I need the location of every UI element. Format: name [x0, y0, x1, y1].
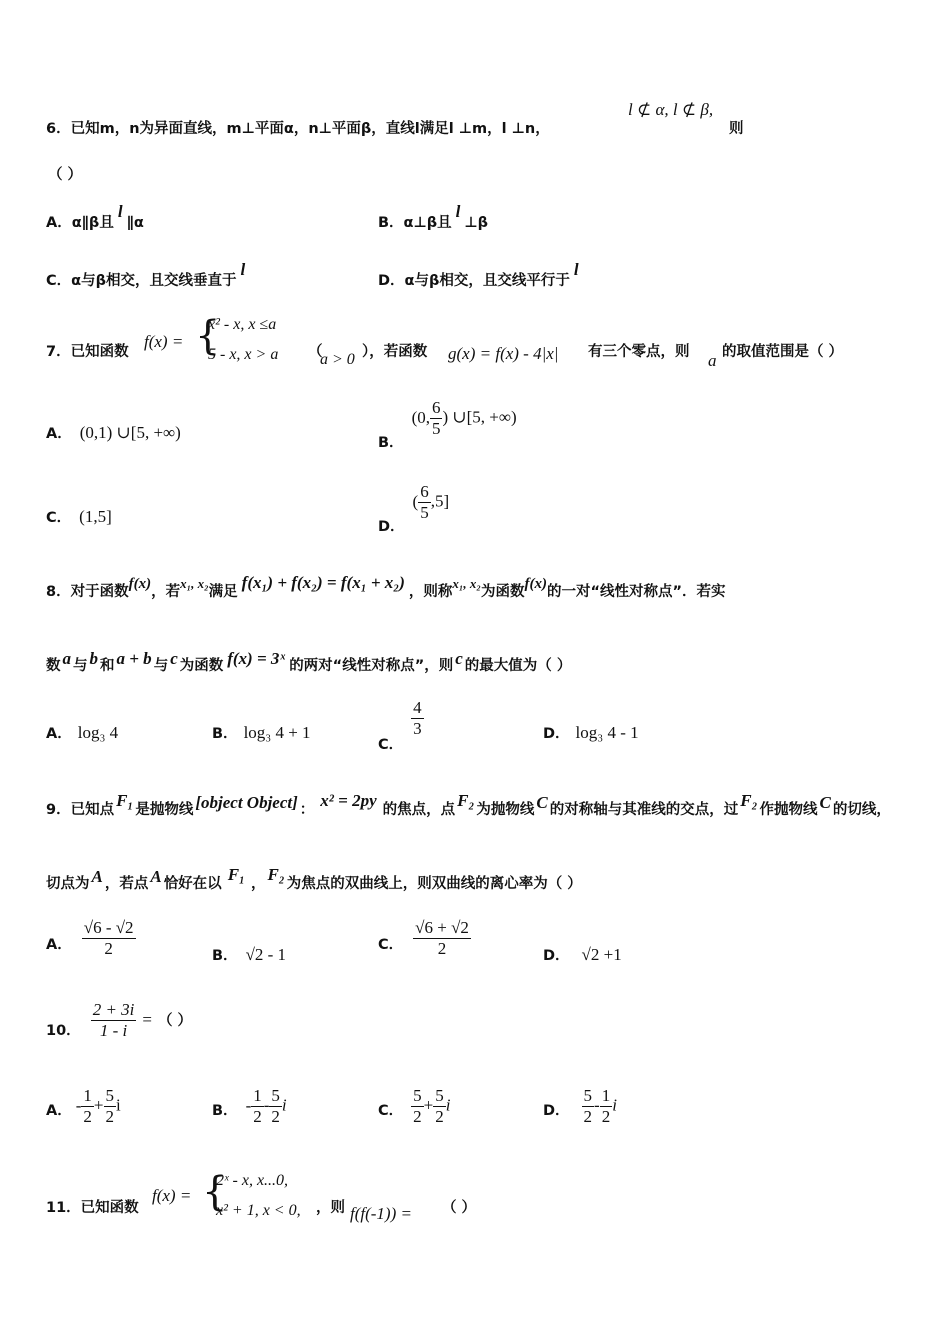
q9-l2b: ，若点 [104, 876, 149, 892]
q10-option-a-op: + [93, 1095, 104, 1115]
q8-option-d-label: D． [543, 726, 570, 742]
q8-p1: 8．对于函数 [46, 584, 129, 600]
q10-num: 2 + 3i [92, 1000, 135, 1019]
q6-option-c-l: l [240, 260, 246, 279]
q8-l2f: 的两对“线性对称点”，则 [289, 658, 454, 674]
q8-option-b[interactable] [212, 722, 311, 743]
q7-fx: f(x) = [144, 332, 184, 351]
q10-option-c-i: i [445, 1095, 451, 1115]
q7-option-d-frac [418, 482, 431, 522]
q7-stem: 7．已知函数 [46, 344, 129, 360]
q9-l2c: 恰好在以 [163, 876, 222, 892]
q10-option-c-label: C． [378, 1102, 404, 1119]
q6-option-b-label: B．α⊥β且 [378, 215, 452, 231]
q8-line-1 [46, 573, 726, 601]
q7-option-a-value: (0,1) ∪[5, +∞) [79, 423, 181, 442]
q9-option-c-frac [413, 918, 471, 958]
q8-a: a [62, 649, 71, 668]
q11-fx: f(x) = [152, 1186, 192, 1205]
q7-option-d-pre: ( [412, 491, 419, 511]
q9-l2a: 切点为 [46, 876, 90, 892]
q10-option-a-label: A． [46, 1102, 72, 1119]
q10-option-d-frac2 [600, 1086, 613, 1126]
q10-option-a[interactable] [46, 1086, 121, 1126]
q8-f-3x: f(x) = 3ˣ [227, 649, 286, 668]
q8-l2a: 数 [46, 658, 61, 674]
q11-mid: ，则 [316, 1200, 345, 1216]
q8-l2g: 的最大值为（ ） [464, 658, 572, 674]
q7-option-d-num: 6 [420, 482, 429, 501]
q10-option-b-d1: 2 [253, 1106, 262, 1126]
q8-x12: x₁, x₂ [180, 576, 209, 591]
q7-gx: g(x) = f(x) - 4|x| [448, 344, 559, 363]
q9-F2: F₂ [457, 791, 475, 810]
q8-fx: f(x) [128, 576, 152, 592]
q10-stem [46, 1000, 192, 1040]
q9-p2: 是抛物线 [135, 802, 194, 818]
q10-option-b-label: B． [212, 1102, 238, 1119]
q7-option-c-value: (1,5] [79, 507, 112, 526]
q9-option-c[interactable] [378, 918, 471, 958]
q6-option-c[interactable] [46, 260, 246, 290]
q6-option-a-rest: ∥α [126, 215, 144, 231]
q6-option-a[interactable] [46, 202, 144, 232]
q10-label: 10． [46, 1022, 81, 1039]
q9-option-b[interactable] [212, 944, 286, 965]
q6-option-b-rest: ⊥β [464, 215, 489, 231]
q10-option-b-n2: 5 [271, 1086, 280, 1105]
q8-option-a[interactable] [46, 722, 118, 743]
q10-option-d-d1: 2 [583, 1106, 593, 1126]
q8-option-c-den: 3 [413, 718, 422, 738]
q7-option-d-post: ,5] [430, 491, 450, 511]
q7-case-1: x² - x, x ≤a [208, 316, 277, 333]
q10-option-c[interactable] [378, 1086, 450, 1126]
q10-option-a-n1: 1 [83, 1086, 92, 1105]
q7-option-a-label: A． [46, 426, 72, 442]
q7-option-b-pre: (0, [411, 407, 430, 427]
q7-option-c-label: C． [46, 510, 72, 526]
q8-option-c[interactable] [378, 698, 424, 753]
q8-option-c-frac [411, 698, 424, 738]
q9-l2e: 为焦点的双曲线上，则双曲线的离心率为（ ） [286, 876, 582, 892]
q9-line-1 [46, 791, 891, 819]
q11-case-2: x² + 1, x < 0, [216, 1202, 301, 1219]
q8-option-c-label: C． [378, 736, 404, 753]
q9-option-a-label: A． [46, 936, 72, 953]
q8-l2e: 为函数 [179, 658, 224, 674]
q9-option-c-den: 2 [437, 938, 447, 958]
q9-F2b: F₂ [740, 791, 758, 810]
q9-F2c: F₂ [267, 865, 285, 884]
q10-option-b-frac2 [269, 1086, 282, 1126]
q10-option-c-d2: 2 [435, 1106, 444, 1126]
q10-option-d-frac1 [582, 1086, 595, 1126]
q10-option-a-i: i [116, 1095, 121, 1115]
q7-case-2: 5 - x, x > a [208, 346, 279, 363]
q9-equation: x² = 2py [320, 791, 377, 810]
q9-option-d[interactable] [543, 944, 622, 965]
q6-math-condition: l ⊄ α, l ⊄ β, [628, 100, 714, 119]
q8-p2: ，若 [151, 584, 181, 600]
q7-option-b[interactable] [378, 398, 517, 451]
q11-case-1: 2ˣ - x, x...0, [216, 1172, 289, 1189]
q11-answer-paren: （ ） [442, 1200, 477, 1216]
q9-option-a-num: √6 - √2 [83, 918, 134, 937]
q7-option-b-frac [430, 398, 443, 438]
q10-option-d-label: D． [543, 1102, 570, 1119]
q8-l2b: 与 [73, 658, 88, 674]
q8-c: c [170, 649, 178, 668]
q6-option-d-label: D．α与β相交，且交线平行于 [378, 273, 570, 289]
q10-option-a-sign: - [75, 1095, 82, 1115]
q7-end: 的取值范围是（ ） [722, 344, 844, 360]
q8-p4: ，则称 [408, 584, 453, 600]
q7-option-d-den: 5 [420, 502, 429, 522]
q7-option-d[interactable] [378, 482, 450, 535]
q10-option-a-frac1 [81, 1086, 94, 1126]
q10-option-c-frac1 [411, 1086, 424, 1126]
q10-option-a-frac2 [104, 1086, 117, 1126]
q10-option-d-op: - [594, 1095, 600, 1115]
q7-option-b-num: 6 [431, 398, 441, 417]
q10-option-b-op: - [263, 1095, 270, 1115]
q8-option-b-value: log₃ 4 + 1 [243, 723, 311, 742]
q9-option-a-frac [82, 918, 136, 958]
q9-C3: C [819, 793, 831, 812]
q8-option-d-value: log₃ 4 - 1 [575, 723, 639, 742]
q7-option-b-den: 5 [431, 418, 441, 438]
q6-option-a-l: l [117, 202, 123, 221]
q9-option-a-den: 2 [104, 938, 113, 958]
q10-option-b-i: i [281, 1095, 287, 1115]
q9-l2d: ， [250, 876, 266, 892]
q10-option-b-d2: 2 [271, 1106, 280, 1126]
q8-l2d: 与 [153, 658, 169, 674]
q10-equals: = [142, 1009, 152, 1029]
q10-option-c-op: + [423, 1095, 434, 1115]
q9-C2: C [536, 793, 548, 812]
q7-piecewise-brace: { [195, 313, 221, 359]
q9-F1: F₁ [116, 791, 134, 810]
q7-a: a [708, 351, 717, 370]
q6-option-d-l: l [573, 260, 579, 279]
q9-C: [object Object] [195, 793, 298, 812]
q8-option-d[interactable] [543, 722, 639, 743]
q10-option-d[interactable] [543, 1086, 617, 1126]
q10-den: 1 - i [99, 1020, 128, 1040]
q9-p4: 的焦点，点 [382, 802, 456, 818]
q10-frac [91, 1000, 137, 1040]
q8-option-c-num: 4 [413, 698, 422, 717]
q7-mid: 有三个零点，则 [588, 344, 690, 360]
q8-l2c: 和 [100, 658, 115, 674]
q6-option-d[interactable] [378, 260, 579, 290]
q8-p6: 的一对“线性对称点”．若实 [546, 584, 726, 600]
q9-option-b-label: B． [212, 948, 238, 964]
q10-option-d-d2: 2 [601, 1106, 611, 1126]
q9-F1b: F₁ [227, 865, 245, 884]
q8-x12b: x₁, x₂ [452, 576, 481, 591]
q10-option-b-n1: 1 [253, 1086, 262, 1105]
q9-option-d-label: D． [543, 948, 570, 964]
q10-option-b-frac1 [251, 1086, 264, 1126]
q8-p3: 满足 [208, 584, 238, 600]
q8-option-a-label: A． [46, 726, 72, 742]
q7-option-a[interactable] [46, 422, 181, 443]
q10-option-c-frac2 [433, 1086, 446, 1126]
q10-option-c-n2: 5 [435, 1086, 444, 1105]
q8-a-plus-b: a + b [116, 649, 152, 668]
q6-option-b-l: l [455, 202, 461, 221]
q10-option-c-n1: 5 [413, 1086, 422, 1105]
q8-b: b [89, 649, 98, 668]
q9-option-c-label: C． [378, 936, 404, 953]
q6-stem: 6．已知m，n为异面直线，m⊥平面α，n⊥平面β，直线l满足l ⊥m，l ⊥n， [46, 121, 550, 137]
q8-p5: 为函数 [480, 584, 525, 600]
q7-cond: a > 0 [320, 351, 355, 368]
q10-option-a-n2: 5 [105, 1086, 114, 1105]
q7-option-c[interactable] [46, 506, 112, 527]
q7-cond-close: ），若函数 [362, 344, 428, 360]
q10-option-d-n1: 5 [583, 1086, 593, 1105]
q9-p5: 为抛物线 [476, 802, 535, 818]
q6-option-a-label: A．α∥β且 [46, 215, 114, 231]
q11-stem: 11．已知函数 [46, 1200, 139, 1216]
q7-option-b-post: ) ∪[5, +∞) [442, 407, 517, 427]
q11-piecewise-brace: { [202, 1169, 228, 1215]
q9-option-b-value: √2 - 1 [245, 945, 287, 964]
q8-equation: f(x₁) + f(x₂) = f(x₁ + x₂) [241, 573, 405, 592]
q10-option-c-d1: 2 [413, 1106, 422, 1126]
q9-option-c-num: √6 + √2 [415, 918, 469, 937]
q10-option-d-i: i [612, 1095, 617, 1115]
q9-option-a[interactable] [46, 918, 136, 958]
q10-option-a-d1: 2 [83, 1106, 92, 1126]
q6-answer-paren: （ ） [48, 167, 83, 183]
q9-A1: A [91, 867, 103, 886]
q11-ffx: f(f(-1)) = [350, 1204, 412, 1223]
q7-cond-open: （ [308, 344, 323, 360]
q9-line-2 [46, 865, 582, 893]
q9-p1: 9．已知点 [46, 802, 115, 818]
q8-line-2 [46, 649, 572, 675]
q6-option-c-label: C．α与β相交，且交线垂直于 [46, 273, 237, 289]
q10-answer-paren: （ ） [157, 1012, 193, 1029]
q7-option-b-label: B． [378, 434, 404, 451]
q9-A2: A [150, 867, 162, 886]
q6-stem-tail: 则 [729, 121, 744, 137]
q10-option-b-sign: - [245, 1095, 252, 1115]
q9-p3: ： [299, 802, 315, 818]
q9-option-d-value: √2 +1 [581, 945, 622, 964]
q8-fx2: f(x) [524, 576, 547, 592]
q8-option-b-label: B． [212, 726, 238, 742]
q8-option-a-value: log₃ 4 [77, 723, 119, 742]
q10-option-b[interactable] [212, 1086, 287, 1126]
q7-option-d-label: D． [378, 518, 405, 535]
q10-option-a-d2: 2 [105, 1106, 114, 1126]
q9-p6: 的对称轴与其准线的交点，过 [549, 802, 739, 818]
q10-option-d-n2: 1 [601, 1086, 611, 1105]
q9-p8: 的切线， [832, 802, 891, 818]
q8-c2: c [455, 649, 463, 668]
q9-p7: 作抛物线 [759, 802, 818, 818]
q6-option-b[interactable] [378, 202, 489, 232]
